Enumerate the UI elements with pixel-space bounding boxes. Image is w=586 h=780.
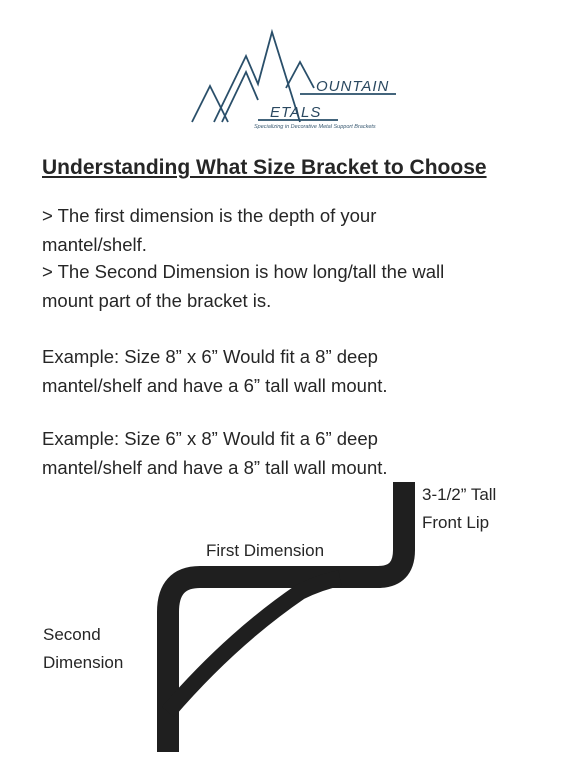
bracket-lip-top xyxy=(393,482,415,490)
label-line: Second xyxy=(43,625,101,644)
label-line: Front Lip xyxy=(422,513,490,532)
text-line: Example: Size 6” x 8” Would fit a 6” deep xyxy=(42,428,378,449)
second-dimension-label xyxy=(43,621,153,677)
page-title: Understanding What Size Bracket to Choose xyxy=(42,156,487,179)
text-line: > The Second Dimension is how long/tall the wall xyxy=(42,261,445,282)
front-lip-label xyxy=(422,481,542,537)
bracket-arm xyxy=(168,484,404,752)
label-line: Dimension xyxy=(43,653,124,672)
bracket-brace xyxy=(168,578,340,712)
text-line: mantel/shelf. xyxy=(42,234,147,255)
text-line: Example: Size 8” x 6” Would fit a 8” deep xyxy=(42,346,378,367)
first-dimension-label: First Dimension xyxy=(206,541,325,560)
text-line: mantel/shelf and have a 8” tall wall mount. xyxy=(42,457,388,478)
logo-word-ountain: OUNTAIN xyxy=(316,78,390,95)
logo-tagline: Specializing in Decorative Metal Support Brackets xyxy=(254,124,376,130)
label-line: 3-1/2” Tall xyxy=(422,485,497,504)
text-line: > The first dimension is the depth of your xyxy=(42,205,377,226)
text-line: mantel/shelf and have a 6” tall wall mount. xyxy=(42,375,388,396)
text-line: mount part of the bracket is. xyxy=(42,290,272,311)
logo-word-etals: ETALS xyxy=(270,104,322,121)
